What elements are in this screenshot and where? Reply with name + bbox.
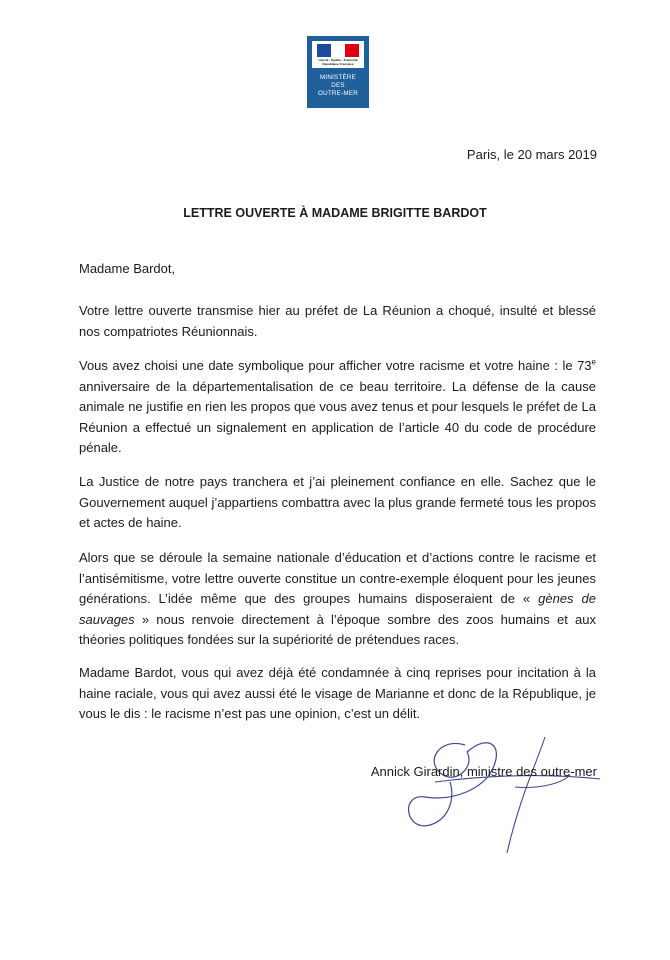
- paragraph-3: La Justice de notre pays tranchera et j’ai pleinement confiance en elle. Sachez que le Gouvernement auquel j’appartiens combattra avec la plus grande fermeté tous les propos et actes de haine.: [79, 474, 596, 530]
- signatory-name: Annick Girardin, ministre des outre-mer: [370, 764, 597, 779]
- paragraph-1: Votre lettre ouverte transmise hier au préfet de La Réunion a choqué, insulté et blessé nos compatriotes Réunionnais.: [79, 303, 596, 339]
- ministry-logo: [307, 36, 369, 108]
- letter-date: Paris, le 20 mars 2019: [466, 147, 597, 162]
- marianne-flag-icon: [317, 44, 359, 57]
- ministry-name: MINISTÈRE DES OUTRE-MER: [318, 74, 358, 97]
- handwritten-signature: [395, 727, 605, 857]
- letter-title: LETTRE OUVERTE À MADAME BRIGITTE BARDOT: [183, 206, 487, 220]
- republic-emblem: [312, 41, 364, 68]
- paragraph-4: Alors que se déroule la semaine nationale d’éducation et d’actions contre le racisme et l’antisémitisme, votre lettre ouverte constitue un contre-exemple éloquent pour les jeunes générations. L’idée même que des groupes humains disposeraient de « gènes de sauvages » nous renvoie directement à l’époque sombre des zoos humains et aux théories politiques fondées sur la supériorité de prétendues races.: [79, 550, 596, 647]
- salutation: Madame Bardot,: [79, 261, 176, 276]
- paragraph-5: Madame Bardot, vous qui avez déjà été condamnée à cinq reprises pour incitation à la haine raciale, vous qui avez aussi été le visage de Marianne et donc de la République, je vous le dis : le racisme n’est pas une opinion, c’est un délit.: [79, 665, 596, 721]
- republic-name: République Française: [322, 62, 354, 66]
- republic-motto: Liberté • Égalité • Fraternité: [318, 58, 358, 62]
- paragraph-2: Vous avez choisi une date symbolique pour afficher votre racisme et votre haine : le 73e anniversaire de la départementalisation de ce beau territoire. La défense de la cause animale ne justifie en rien les propos que vous avez tenus et pour lesquels le préfet de La Réunion a effectué un signalement en application de l’article 40 du code de procédure pénale.: [79, 357, 596, 455]
